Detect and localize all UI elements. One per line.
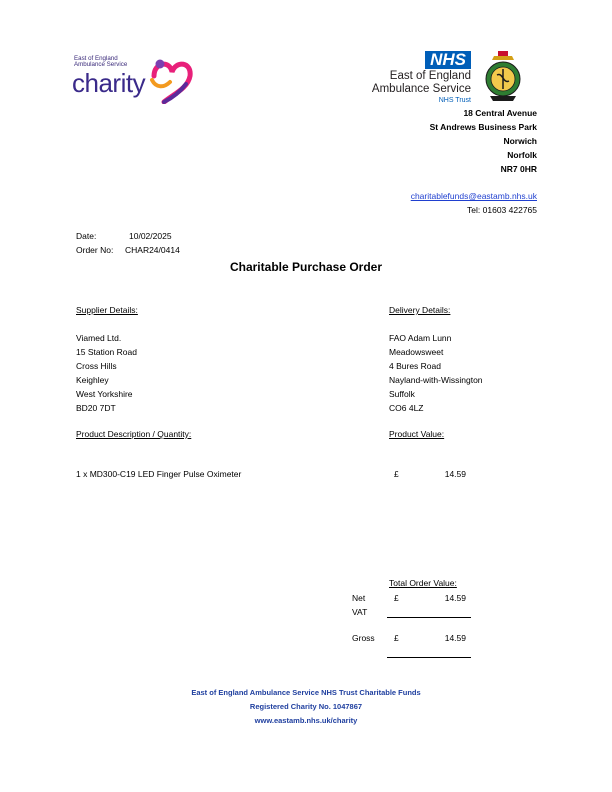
net-currency: £ (394, 593, 399, 603)
supplier-line: Keighley (76, 375, 109, 385)
delivery-line: FAO Adam Lunn (389, 333, 452, 343)
address-line-1: 18 Central Avenue (463, 108, 537, 118)
gross-label: Gross (352, 633, 375, 643)
supplier-heading: Supplier Details: (76, 305, 138, 315)
supplier-line: Viamed Ltd. (76, 333, 122, 343)
order-no-value: CHAR24/0414 (125, 245, 180, 255)
nhs-name-line1: East of England (389, 70, 471, 82)
vat-label: VAT (352, 607, 368, 617)
delivery-line: Meadowsweet (389, 347, 444, 357)
supplier-line: West Yorkshire (76, 389, 133, 399)
footer-website-link[interactable]: www.eastamb.nhs.uk/charity (254, 716, 358, 725)
charity-logo-line1: East of England (74, 55, 118, 62)
gross-value: 14.59 (444, 633, 466, 643)
delivery-heading: Delivery Details: (389, 305, 451, 315)
order-date-value: 10/02/2025 (129, 231, 172, 241)
vat-divider (387, 617, 471, 618)
contact-tel: Tel: 01603 422765 (467, 205, 537, 215)
address-line-3: Norwich (503, 136, 537, 146)
net-label: Net (352, 593, 366, 603)
footer-line-1: East of England Ambulance Service NHS Trust Charitable Funds (191, 688, 421, 697)
nhs-name-line2: Ambulance Service (371, 83, 471, 95)
gross-currency: £ (394, 633, 399, 643)
gross-divider (387, 657, 471, 658)
delivery-line: 4 Bures Road (389, 361, 441, 371)
nhs-trust-label: NHS Trust (438, 97, 471, 104)
supplier-line: Cross Hills (76, 361, 117, 371)
address-line-5: NR7 0HR (500, 164, 537, 174)
product-value-heading: Product Value: (389, 429, 445, 439)
supplier-line: BD20 7DT (76, 403, 116, 413)
delivery-line: Nayland-with-Wissington (389, 375, 483, 385)
order-no-label: Order No: (76, 245, 114, 255)
product-item-currency: £ (394, 469, 399, 479)
charity-logo-line2: Ambulance Service (74, 61, 128, 68)
supplier-line: 15 Station Road (76, 347, 137, 357)
charity-logo (70, 52, 195, 104)
net-value: 14.59 (444, 593, 466, 603)
nhs-badge: NHS (425, 51, 471, 69)
nhs-logo (340, 48, 475, 108)
contact-email-link[interactable]: charitablefunds@eastamb.nhs.uk (410, 191, 537, 201)
product-item-value: 14.59 (444, 469, 466, 479)
product-description-heading: Product Description / Quantity: (76, 429, 192, 439)
order-date-label: Date: (76, 231, 97, 241)
delivery-line: Suffolk (389, 389, 415, 399)
delivery-line: CO6 4LZ (389, 403, 424, 413)
ambulance-crest-icon (484, 50, 522, 102)
page-title: Charitable Purchase Order (229, 260, 383, 274)
footer-line-2: Registered Charity No. 1047867 (249, 702, 363, 711)
charity-logo-word: charity (72, 68, 146, 98)
address-line-2: St Andrews Business Park (429, 122, 537, 132)
heart-swoosh-icon (146, 54, 194, 104)
address-line-4: Norfolk (507, 150, 537, 160)
total-heading: Total Order Value: (389, 578, 457, 588)
product-item-description: 1 x MD300-C19 LED Finger Pulse Oximeter (76, 469, 242, 479)
